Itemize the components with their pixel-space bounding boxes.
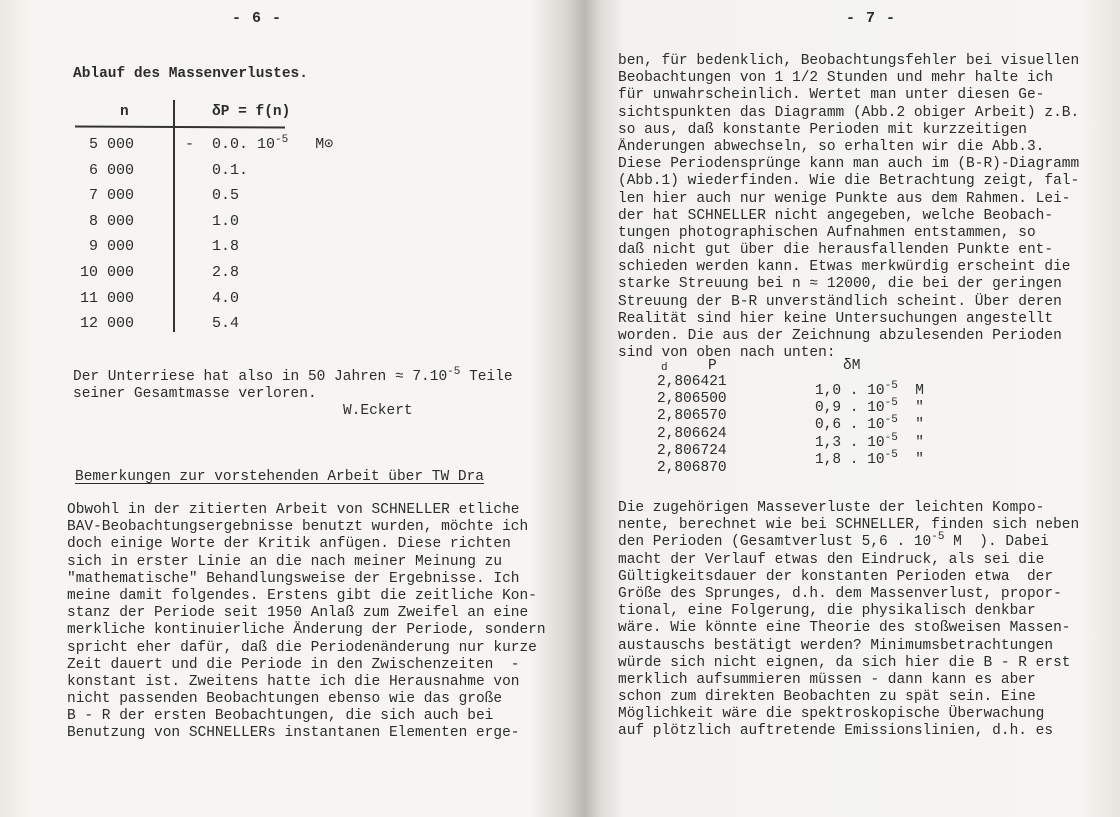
- text-line: doch einige Worte der Kritik anfügen. Diese richten: [67, 536, 511, 553]
- table-cell-n: 9 000: [88, 238, 134, 256]
- left-body-text: [67, 502, 546, 743]
- text-segment: - 0.0. 10: [185, 136, 276, 153]
- text-line: [618, 517, 1079, 534]
- table-cell-n: 11 000: [79, 289, 134, 307]
- text-line: für unwahrscheinlich. Wertet man unter diesen Ge-: [618, 87, 1045, 104]
- text-segment: auf plötzlich auftretende Emissionslinien, d.h. es: [618, 723, 1054, 740]
- superscript: -5: [884, 431, 898, 444]
- text-line: [815, 380, 924, 400]
- text-line: worden. Die aus der Zeichnung abzulesenden Perioden: [618, 328, 1062, 344]
- text-segment: 1,8 . 10: [815, 451, 885, 468]
- text-line: Beobachtungen von 1 1/2 Stunden und mehr halte ich: [618, 70, 1054, 87]
- text-line: BAV-Beobachtungsergebnisse benutzt wurden, möchte ich: [67, 519, 529, 536]
- text-line: [73, 386, 513, 403]
- text-line: [618, 531, 1079, 551]
- table-header-n: n: [120, 104, 129, 120]
- text-line: schieden werden kann. Etwas merkwürdig erscheint die: [618, 259, 1071, 276]
- text-segment: 4.0: [185, 289, 240, 307]
- text-line: so aus, daß konstante Perioden mit kurzzeitigen: [618, 121, 1027, 138]
- text-line: daß nicht gut über die herausfallenden Punkte ent-: [618, 242, 1054, 259]
- table-cell-n: 5 000: [88, 136, 134, 153]
- text-line: 2,806421: [657, 374, 727, 390]
- periods-header-p: P: [708, 358, 717, 374]
- text-segment: Gültigkeitsdauer der konstanten Perioden etwa der: [618, 568, 1054, 585]
- text-segment: Teile: [460, 369, 513, 385]
- text-line: [185, 234, 333, 260]
- text-segment: austauschs bestätigt werden? Minimumsbetrachtungen: [618, 637, 1054, 654]
- text-segment: Die zugehörigen Masseverluste der leichten Kompo-: [618, 500, 1045, 516]
- text-segment: schon zum direkten Beobachten zu spät sein. Eine: [618, 689, 1036, 706]
- text-segment: ": [897, 400, 924, 417]
- text-segment: seiner Gesamtmasse verloren.: [73, 386, 317, 403]
- summary-paragraph: [73, 366, 513, 403]
- text-line: [185, 158, 333, 184]
- table-column-n: [72, 132, 134, 337]
- section-title: Bemerkungen zur vorstehenden Arbeit über TW Dra: [75, 469, 484, 485]
- text-segment: macht der Verlauf etwas den Eindruck, als sei die: [618, 551, 1045, 568]
- table-column-value: [185, 132, 333, 337]
- text-line: [815, 431, 924, 452]
- text-line: sichtspunkten das Diagramm (Abb.2 obiger Arbeit) z.B.: [618, 104, 1080, 121]
- text-line: [185, 260, 333, 286]
- text-line: (Abb.1) wiederfinden. Wie die Betrachtung zeigt, fal-: [618, 173, 1080, 190]
- table-cell-n: 6 000: [88, 161, 134, 179]
- text-line: Diese Periodensprünge kann man auch im (B-R)-Diagramm: [618, 156, 1080, 173]
- period-unit-days: d: [661, 362, 668, 374]
- text-segment: wäre. Wie könnte eine Theorie des stoßweisen Massen-: [618, 620, 1071, 637]
- text-line: nicht passenden Beobachtungen ebenso wie das große: [67, 691, 503, 708]
- text-line: [815, 414, 924, 434]
- text-line: [618, 552, 1079, 569]
- text-segment: M: [897, 383, 924, 399]
- text-line: [618, 500, 1079, 517]
- text-segment: den Perioden (Gesamtverlust 5,6 . 10: [618, 534, 932, 551]
- superscript: -5: [931, 531, 945, 544]
- table-cell-n: 12 000: [79, 315, 134, 333]
- text-line: 2,806870: [657, 459, 727, 476]
- text-line: konstant ist. Zweitens hatte ich die Herausnahme von: [67, 673, 520, 690]
- text-segment: Größe des Sprunges, d.h. dem Massenverlust, propor-: [618, 585, 1062, 602]
- text-line: der hat SCHNELLER nicht angegeben, welche Beobach-: [618, 207, 1054, 224]
- text-segment: nente, berechnet wie bei SCHNELLER, finden sich neben: [618, 517, 1080, 534]
- text-line: [185, 311, 333, 337]
- text-line: starke Streuung bei n ≈ 12000, die bei der geringen: [618, 276, 1062, 293]
- period-values: [657, 374, 727, 477]
- superscript: -5: [884, 380, 898, 392]
- text-line: [618, 672, 1079, 689]
- page-number-right: - 7 -: [846, 10, 897, 27]
- text-line: [618, 620, 1079, 637]
- text-line: [185, 286, 333, 312]
- text-segment: 1,0 . 10: [815, 383, 885, 399]
- text-segment: 0,6 . 10: [815, 417, 885, 434]
- text-segment: 1.8: [185, 238, 240, 256]
- table-cell-n: 7 000: [88, 187, 134, 205]
- text-line: [815, 448, 924, 469]
- text-line: [618, 723, 1079, 740]
- right-body-text-bottom: [618, 500, 1079, 741]
- text-line: ben, für bedenklich, Beobachtungsfehler bei visuellen: [618, 53, 1080, 69]
- text-line: len hier auch nur wenige Punkte aus dem Rahmen. Lei-: [618, 190, 1071, 207]
- superscript: -5: [884, 414, 898, 427]
- text-segment: 0.5: [185, 187, 240, 205]
- text-line: [618, 655, 1079, 672]
- text-line: [618, 586, 1079, 603]
- text-line: merkliche kontinuierliche Änderung der Periode, sondern: [67, 622, 546, 639]
- text-line: meine damit folgendes. Erstens gibt die zeitliche Kon-: [67, 587, 537, 604]
- right-body-text-top: [618, 53, 1079, 362]
- text-line: [815, 397, 924, 417]
- table-header-rule: [75, 125, 285, 128]
- text-segment: Der Unterriese hat also in 50 Jahren ≈ 7.10: [73, 369, 448, 385]
- text-segment: 1,3 . 10: [815, 434, 885, 451]
- text-line: [618, 569, 1079, 586]
- text-line: Benutzung von SCHNELLERs instantanen Elementen erge-: [67, 725, 520, 742]
- text-segment: M ). Dabei: [944, 534, 1049, 551]
- text-segment: ": [897, 417, 924, 434]
- text-line: [185, 183, 333, 209]
- table-cell-n: 8 000: [88, 212, 134, 230]
- superscript: -5: [884, 448, 898, 461]
- text-segment: merklich aufsummieren müssen - dann kann es aber: [618, 671, 1036, 688]
- mass-loss-values: [815, 380, 924, 469]
- text-line: Obwohl in der zitierten Arbeit von SCHNELLER etliche: [67, 502, 520, 518]
- text-segment: M⊙: [288, 136, 334, 153]
- superscript: -5: [884, 397, 898, 410]
- text-line: [185, 209, 333, 235]
- text-line: Streuung der B-R unverständlich scheint. Über deren: [618, 293, 1062, 310]
- text-segment: würde sich nicht eignen, da sich hier die B - R erst: [618, 654, 1071, 671]
- text-line: [73, 366, 513, 386]
- text-line: 2,806724: [657, 442, 727, 459]
- superscript: -5: [275, 134, 289, 146]
- text-line: sich in erster Linie an die nach meiner Meinung zu: [67, 553, 503, 570]
- text-line: sind von oben nach unten:: [618, 345, 836, 362]
- table-heading: Ablauf des Massenverlustes.: [73, 66, 308, 82]
- superscript: -5: [447, 366, 461, 378]
- text-line: Änderungen abwechseln, so erhalten wir die Abb.3.: [618, 138, 1045, 155]
- table-column-rule: [173, 100, 175, 332]
- text-line: Zeit dauert und die Periode in den Zwischenzeiten -: [67, 656, 520, 673]
- signature: W.Eckert: [343, 403, 413, 419]
- table-cell-n: 10 000: [79, 263, 134, 281]
- text-line: 2,806500: [657, 391, 727, 408]
- text-line: stanz der Periode seit 1950 Anlaß zum Zweifel an eine: [67, 605, 529, 622]
- text-segment: tional, eine Folgerung, die physikalisch denkbar: [618, 603, 1036, 620]
- text-segment: 2.8: [185, 263, 240, 281]
- text-line: B - R der ersten Beobachtungen, die sich auch bei: [67, 708, 494, 725]
- text-line: [618, 689, 1079, 706]
- text-segment: Möglichkeit wäre die spektroskopische Überwachung: [618, 706, 1045, 723]
- text-line: "mathematische" Behandlungsweise der Ergebnisse. Ich: [67, 570, 520, 587]
- text-line: [185, 132, 333, 158]
- text-line: 2,806624: [657, 425, 727, 442]
- text-segment: 0,9 . 10: [815, 400, 885, 417]
- text-line: Realität sind hier keine Untersuchungen angestellt: [618, 310, 1054, 327]
- text-segment: ": [897, 451, 924, 468]
- text-line: [618, 638, 1079, 655]
- text-segment: 5.4: [185, 315, 240, 333]
- text-line: tungen photographischen Aufnahmen entstammen, so: [618, 224, 1036, 241]
- text-segment: ": [897, 434, 924, 451]
- text-segment: 0.1.: [185, 161, 249, 179]
- text-line: [618, 603, 1079, 620]
- text-line: spricht eher dafür, daß die Periodenänderung nur kurze: [67, 639, 537, 656]
- text-line: [618, 706, 1079, 723]
- page-number-left: - 6 -: [232, 10, 283, 27]
- table-header-dp: δP = f(n): [212, 104, 291, 120]
- periods-header-dm: δM: [843, 358, 861, 374]
- text-segment: 1.0: [185, 212, 240, 230]
- text-line: 2,806570: [657, 408, 727, 425]
